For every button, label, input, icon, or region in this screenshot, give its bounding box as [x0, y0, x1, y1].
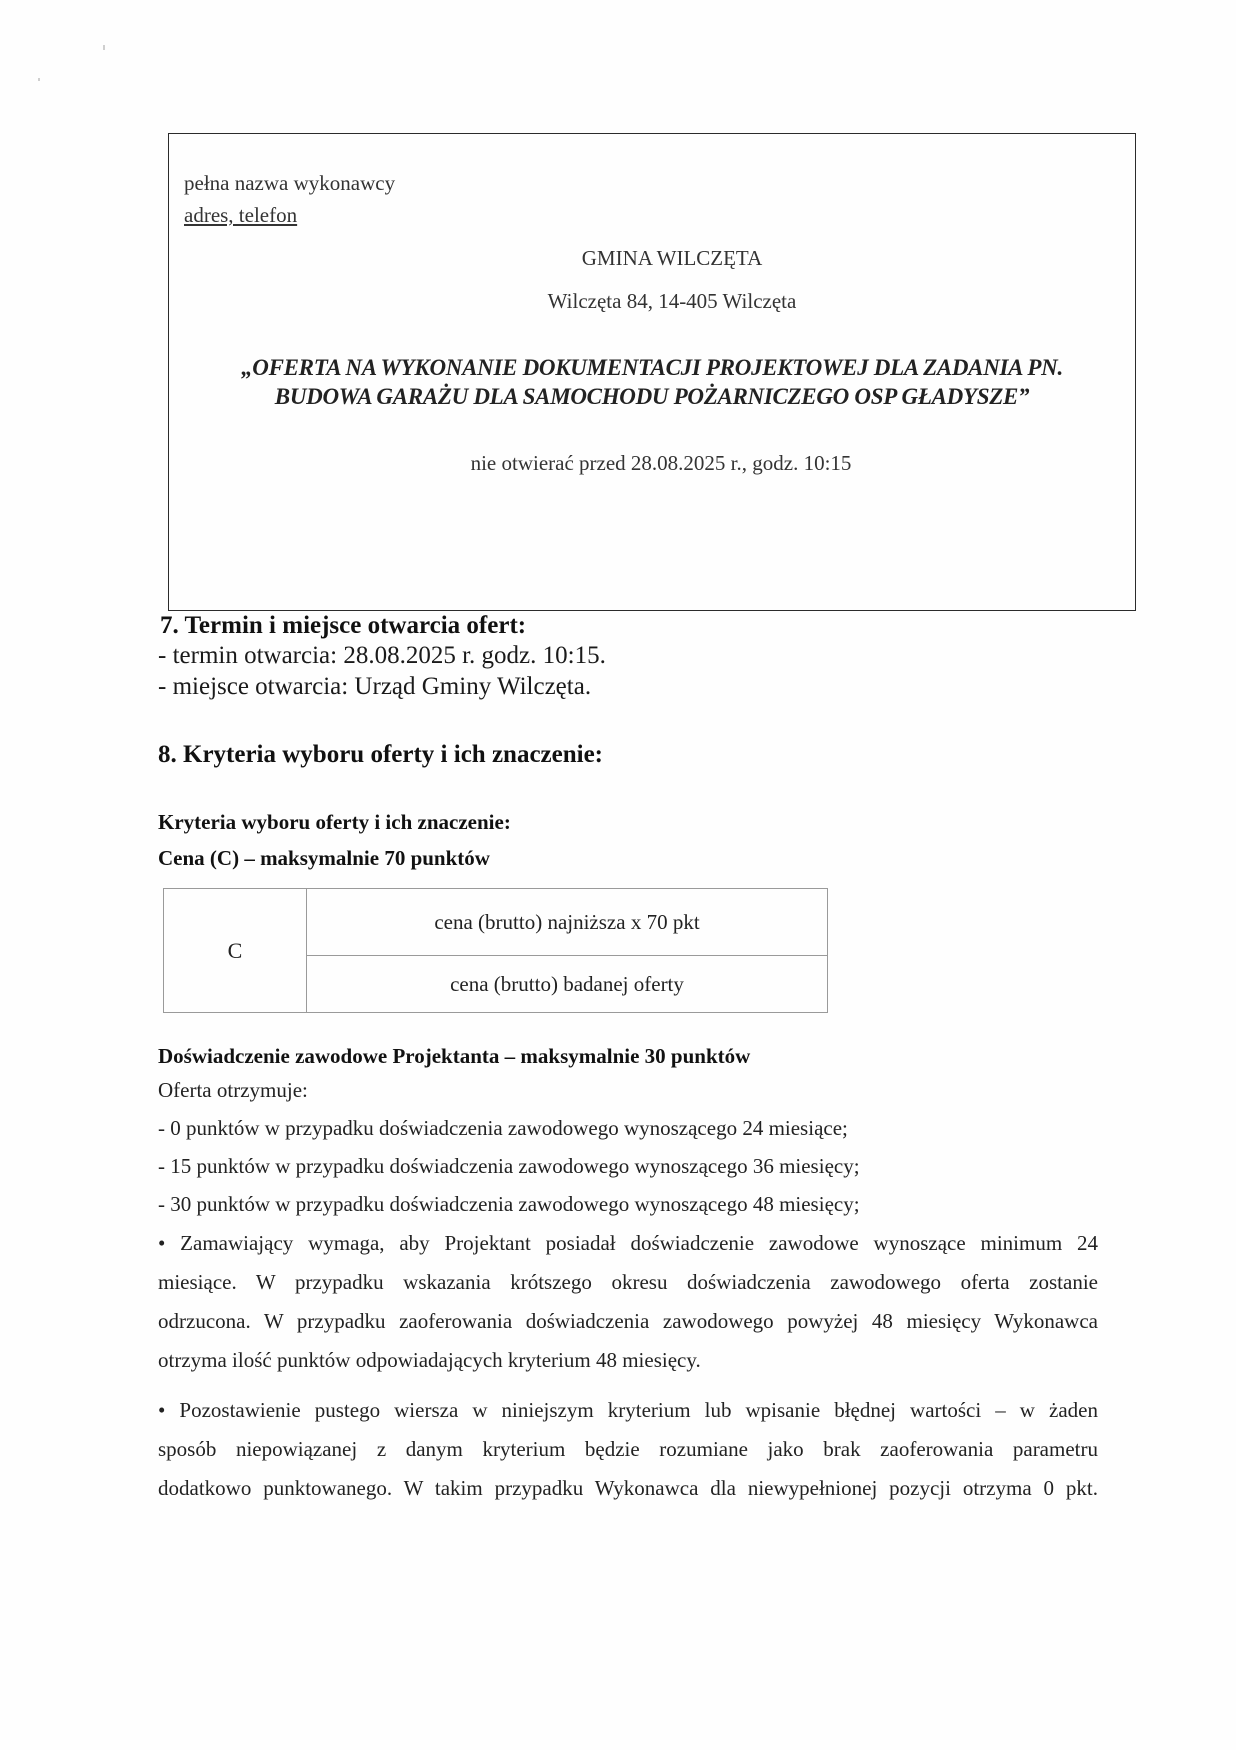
- experience-item: - 0 punktów w przypadku doświadczenia zawodowego wynoszącego 24 miesiące;: [158, 1116, 848, 1140]
- do-not-open-notice: nie otwierać przed 28.08.2025 r., godz. 10:15: [470, 451, 852, 475]
- scan-speck: [38, 78, 40, 81]
- experience-note1-line: odrzucona. W przypadku zaoferowania doświadczenia zawodowego powyżej 48 miesięcy Wykonawca: [158, 1309, 1098, 1333]
- formula-numerator: cena (brutto) najniższa x 70 pkt: [307, 889, 828, 956]
- contractor-name-label: pełna nazwa wykonawcy: [184, 171, 396, 195]
- experience-note1-line: otrzyma ilość punktów odpowiadających kryterium 48 miesięcy.: [158, 1348, 701, 1372]
- experience-note1-line: miesiące. W przypadku wskazania krótszego okresu doświadczenia zawodowego oferta zostanie: [158, 1270, 1098, 1294]
- section7-item: - miejsce otwarcia: Urząd Gminy Wilczęta.: [158, 673, 592, 700]
- formula-symbol: C: [164, 889, 307, 1013]
- section8-subheading: Kryteria wyboru oferty i ich znaczenie:: [158, 810, 511, 834]
- section7-item: - termin otwarcia: 28.08.2025 r. godz. 10:15.: [158, 642, 606, 669]
- price-criterion-heading: Cena (C) – maksymalnie 70 punktów: [158, 846, 490, 870]
- experience-note2-line: sposób niepowiązanej z danym kryterium będzie rozumiane jako brak zaoferowania parametru: [158, 1437, 1098, 1461]
- experience-item: - 30 punktów w przypadku doświadczenia zawodowego wynoszącego 48 miesięcy;: [158, 1192, 860, 1216]
- experience-note2-line: • Pozostawienie pustego wiersza w niniejszym kryterium lub wpisanie błędnej wartości – w żaden: [158, 1398, 1098, 1422]
- experience-intro: Oferta otrzymuje:: [158, 1078, 308, 1102]
- experience-note1-line: • Zamawiający wymaga, aby Projektant posiadał doświadczenie zawodowe wynoszące minimum 24: [158, 1231, 1098, 1255]
- envelope-label-box: [168, 133, 1136, 611]
- section8-heading: 8. Kryteria wyboru oferty i ich znaczenie:: [158, 741, 604, 768]
- offer-title-line1: „OFERTA NA WYKONANIE DOKUMENTACJI PROJEKTOWEJ DLA ZADANIA PN.: [241, 355, 1063, 380]
- price-formula-table: [163, 888, 828, 1013]
- experience-criterion-heading: Doświadczenie zawodowe Projektanta – maksymalnie 30 punktów: [158, 1044, 751, 1068]
- experience-note2-line: dodatkowo punktowanego. W takim przypadku Wykonawca dla niewypełnionej pozycji otrzyma 0 pkt.: [158, 1476, 1098, 1500]
- formula-denominator: cena (brutto) badanej oferty: [307, 956, 828, 1013]
- contractor-address-label: adres, telefon: [184, 203, 298, 227]
- offer-title-line2: BUDOWA GARAŻU DLA SAMOCHODU POŻARNICZEGO OSP GŁADYSZE”: [274, 384, 1030, 409]
- recipient-name: GMINA WILCZĘTA: [581, 246, 763, 270]
- recipient-address: Wilczęta 84, 14-405 Wilczęta: [547, 289, 797, 313]
- section7-heading: 7. Termin i miejsce otwarcia ofert:: [160, 612, 527, 639]
- experience-item: - 15 punktów w przypadku doświadczenia zawodowego wynoszącego 36 miesięcy;: [158, 1154, 860, 1178]
- scan-speck: [103, 45, 105, 50]
